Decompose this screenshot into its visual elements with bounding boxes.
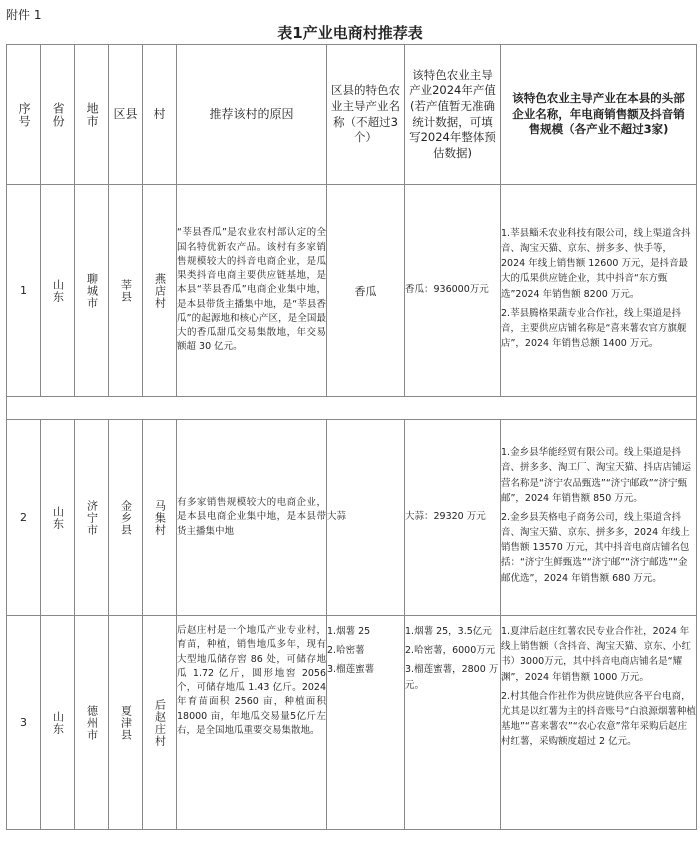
cell-seq: 2 <box>7 420 41 616</box>
cell-city: 聊城市 <box>75 185 109 397</box>
cell-output: 大蒜：29320 万元 <box>405 420 501 616</box>
header-county: 区县 <box>109 45 143 185</box>
header-village: 村 <box>143 45 177 185</box>
company-entry: 2.村其他合作社作为供应链供应各平台电商，尤其是以红薯为主的抖音账号“白浪源烟薯种植基地”“喜来薯农”“农心农意”常年采购后赵庄村红薯，采购额度超过 2 亿元。 <box>501 690 696 748</box>
header-output: 该特色农业主导产业2024年产值(若产值暂无准确统计数据，可填写2024年整体预估数据) <box>405 45 501 185</box>
cell-county: 莘县 <box>109 185 143 397</box>
table-title: 表1产业电商村推荐表 <box>277 24 423 42</box>
header-city: 地市 <box>75 45 109 185</box>
company-entry: 2.金乡县芙格电子商务公司，线上渠道含抖音、淘宝天猫、京东、拼多多，2024 年线上销售额 13570 万元，其中抖音电商店铺名包括：“济宁生鲜甄选”“济宁邮”“济宁邮选”“金邮优选”，2024 年销售额 680 万元。 <box>501 511 690 584</box>
header-seq: 序号 <box>7 45 41 185</box>
company-entry: 2.莘县腾格果蔬专业合作社，线上渠道是抖音，主要供应店铺名称是“喜来薯农官方旗舰店”，2024 年销售总额 1400 万元。 <box>501 307 687 350</box>
cell-village: 马集村 <box>143 420 177 616</box>
cell-industry <box>327 616 405 830</box>
cell-seq: 3 <box>7 616 41 830</box>
cell-village: 燕店村 <box>143 185 177 397</box>
cell-province: 山东 <box>41 420 75 616</box>
cell-city: 济宁市 <box>75 420 109 616</box>
cell-seq: 1 <box>7 185 41 397</box>
cell-industry: 香瓜 <box>327 185 405 397</box>
cell-village: 后赵庄村 <box>143 616 177 830</box>
cell-reason: 后赵庄村是一个地瓜产业专业村，育苗，种植，销售地瓜多年，现有大型地瓜储存窖 86 处，可储存地瓜 1.72 亿斤，圆形地窖 2056 个，可储存地瓜 1.43 亿斤。2024 年育苗面积 2560 亩，种植面积 18000 亩，年地瓜交易量5亿斤左右，是全国地瓜重要交易集散地。 <box>177 616 327 830</box>
output-item: 2.哈密薯，6000万元 <box>405 645 496 657</box>
cell-companies <box>501 616 697 830</box>
cell-province: 山东 <box>41 616 75 830</box>
cell-reason: “莘县香瓜”是农业农村部认定的全国名特优新农产品。该村有多家销售规模较大的抖音电商企业，是瓜果类抖音电商主要供应链基地，是本县“莘县香瓜”电商企业集中地，是本县带货主播集中地，是“莘县香瓜”的起源地和核心产区，是全国最大的香瓜甜瓜交易集散地，年交易额超 30 亿元。 <box>177 185 327 397</box>
cell-companies <box>501 185 697 397</box>
cell-province: 山东 <box>41 185 75 397</box>
cell-industry: 大蒜 <box>327 420 405 616</box>
company-entry: 1.莘县鲻禾农业科技有限公司，线上渠道含抖音、淘宝天猫、京东、拼多多、快手等，2024 年线上销售额 12600 万元，是抖音最大的瓜果供应链企业，其中抖音“东方甄选”2024 年销售额 8200 万元。 <box>501 227 691 300</box>
table-row <box>7 616 697 830</box>
cell-output <box>405 616 501 830</box>
company-entry: 1.金乡县华能经贸有限公司。线上渠道是抖音、拼多多、淘工厂、淘宝天猫、抖店店铺运营名称是“济宁农品甄选”“济宁邮政”“济宁甄邮”，2024 年销售额 850 万元。 <box>501 447 692 504</box>
output-item: 1.烟薯 25，3.5亿元 <box>405 626 492 637</box>
cell-output: 香瓜：936000万元 <box>405 185 501 397</box>
attachment-label: 附件 1 <box>6 8 42 22</box>
cell-reason: 有多家销售规模较大的电商企业，是本县电商企业集中地，是本县带货主播集中地 <box>177 420 327 616</box>
recommendation-table <box>6 44 697 830</box>
industry-item: 3.榴莲蜜薯 <box>327 664 375 676</box>
row-gap <box>7 397 697 420</box>
table-row <box>7 420 697 616</box>
header-row <box>7 45 697 185</box>
industry-item: 1.烟薯 25 <box>327 626 371 637</box>
cell-county: 夏津县 <box>109 616 143 830</box>
header-province: 省份 <box>41 45 75 185</box>
output-item: 3.榴莲蜜薯，2800 万元。 <box>405 664 499 691</box>
cell-city: 德州市 <box>75 616 109 830</box>
company-entry: 1.夏津后赵庄红薯农民专业合作社，2024 年线上销售额（含抖音、淘宝天猫、京东、小红书）3000万元，其中抖音电商店铺名是“耀渊”，2024 年销售额 1000 万元。 <box>501 626 692 683</box>
header-reason: 推荐该村的原因 <box>177 45 327 185</box>
cell-county: 金乡县 <box>109 420 143 616</box>
header-companies: 该特色农业主导产业在本县的头部企业名称，年电商销售额及抖音销售规模（各产业不超过3家) <box>501 45 697 185</box>
header-industry: 区县的特色农业主导产业名称（不超过3个） <box>327 45 405 185</box>
cell-companies <box>501 420 697 616</box>
industry-item: 2.哈密薯 <box>327 645 365 657</box>
table-row <box>7 185 697 397</box>
